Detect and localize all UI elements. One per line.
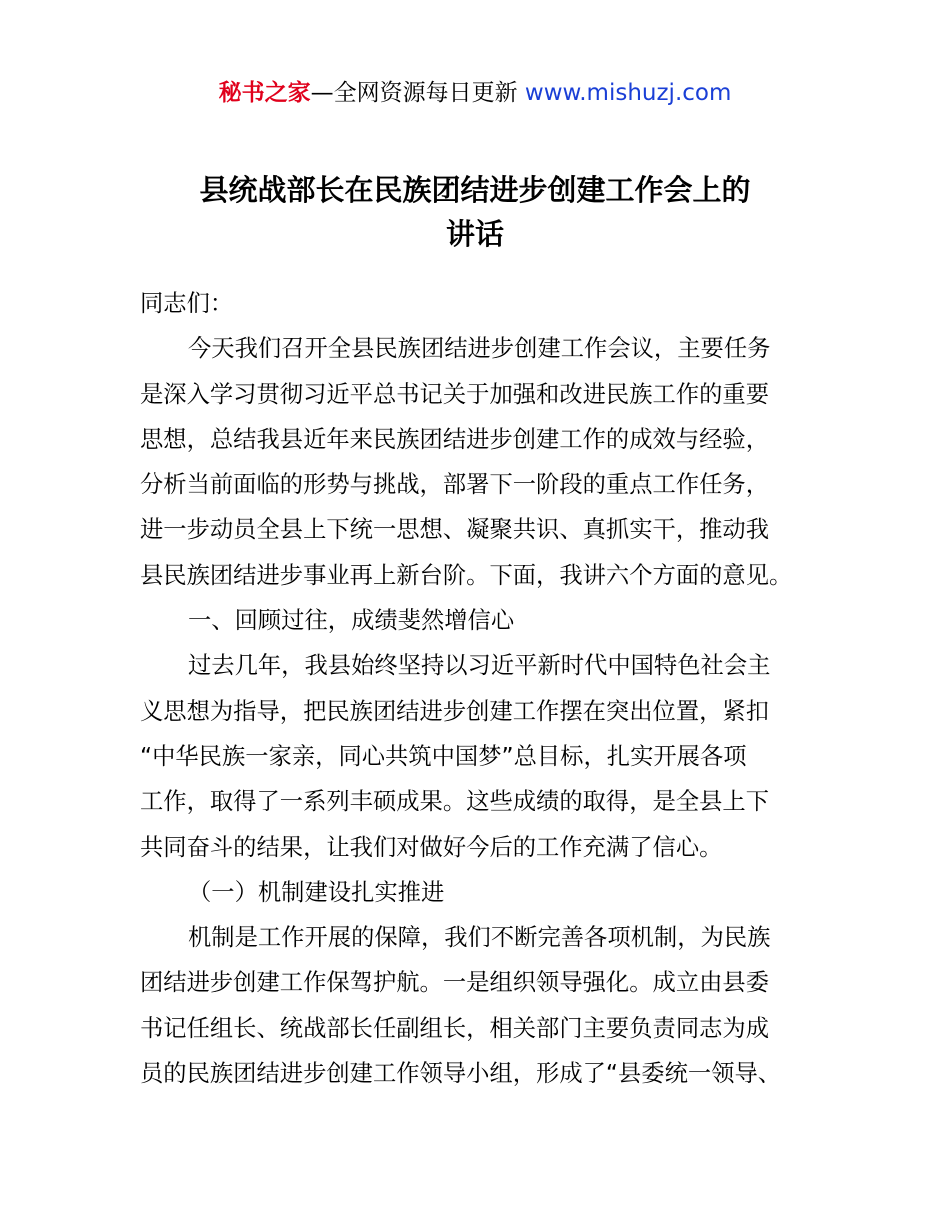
paragraph-line: 共同奋斗的结果，让我们对做好今后的工作充满了信心。 bbox=[140, 833, 723, 861]
paragraph-line: 今天我们召开全县民族团结进步创建工作会议，主要任务 bbox=[188, 335, 771, 363]
paragraph-line: “中华民族一家亲，同心共筑中国梦”总目标，扎实开展各项 bbox=[140, 742, 747, 770]
salutation: 同志们： bbox=[140, 290, 234, 317]
subsection-heading: （一）机制建设扎实推进 bbox=[188, 878, 445, 906]
document-body bbox=[140, 281, 812, 1096]
paragraph-line: 思想，总结我县近年来民族团结进步创建工作的成效与经验， bbox=[140, 425, 770, 453]
paragraph-line: 是深入学习贯彻习近平总书记关于加强和改进民族工作的重要 bbox=[140, 380, 770, 408]
site-url-link[interactable]: www.mishuzj.com bbox=[524, 80, 732, 106]
title-line: 讲话 bbox=[445, 217, 504, 251]
site-header bbox=[0, 78, 950, 108]
paragraph-line: 进一步动员全县上下统一思想、凝聚共识、真抓实干，推动我 bbox=[140, 516, 770, 544]
brand-name: 秘书之家 bbox=[218, 80, 311, 106]
section-heading: 一、回顾过往，成绩斐然增信心 bbox=[188, 607, 515, 635]
document-title bbox=[140, 168, 810, 256]
header-tagline: —全网资源每日更新 bbox=[310, 80, 525, 106]
paragraph-line: 过去几年，我县始终坚持以习近平新时代中国特色社会主 bbox=[188, 652, 771, 680]
paragraph-line: 义思想为指导，把民族团结进步创建工作摆在突出位置，紧扣 bbox=[140, 697, 770, 725]
paragraph-line: 团结进步创建工作保驾护航。一是组织领导强化。成立由县委 bbox=[140, 969, 770, 997]
paragraph-line: 员的民族团结进步创建工作领导小组，形成了“县委统一领导、 bbox=[140, 1060, 782, 1088]
paragraph-line: 分析当前面临的形势与挑战，部署下一阶段的重点工作任务， bbox=[140, 471, 770, 499]
paragraph-line: 县民族团结进步事业再上新台阶。下面，我讲六个方面的意见。 bbox=[140, 561, 793, 589]
paragraph-line: 书记任组长、统战部长任副组长，相关部门主要负责同志为成 bbox=[140, 1014, 770, 1042]
title-line: 县统战部长在民族团结进步创建工作会上的 bbox=[199, 173, 751, 207]
paragraph-line: 工作，取得了一系列丰硕成果。这些成绩的取得，是全县上下 bbox=[140, 788, 770, 816]
paragraph-line: 机制是工作开展的保障，我们不断完善各项机制，为民族 bbox=[188, 924, 771, 952]
